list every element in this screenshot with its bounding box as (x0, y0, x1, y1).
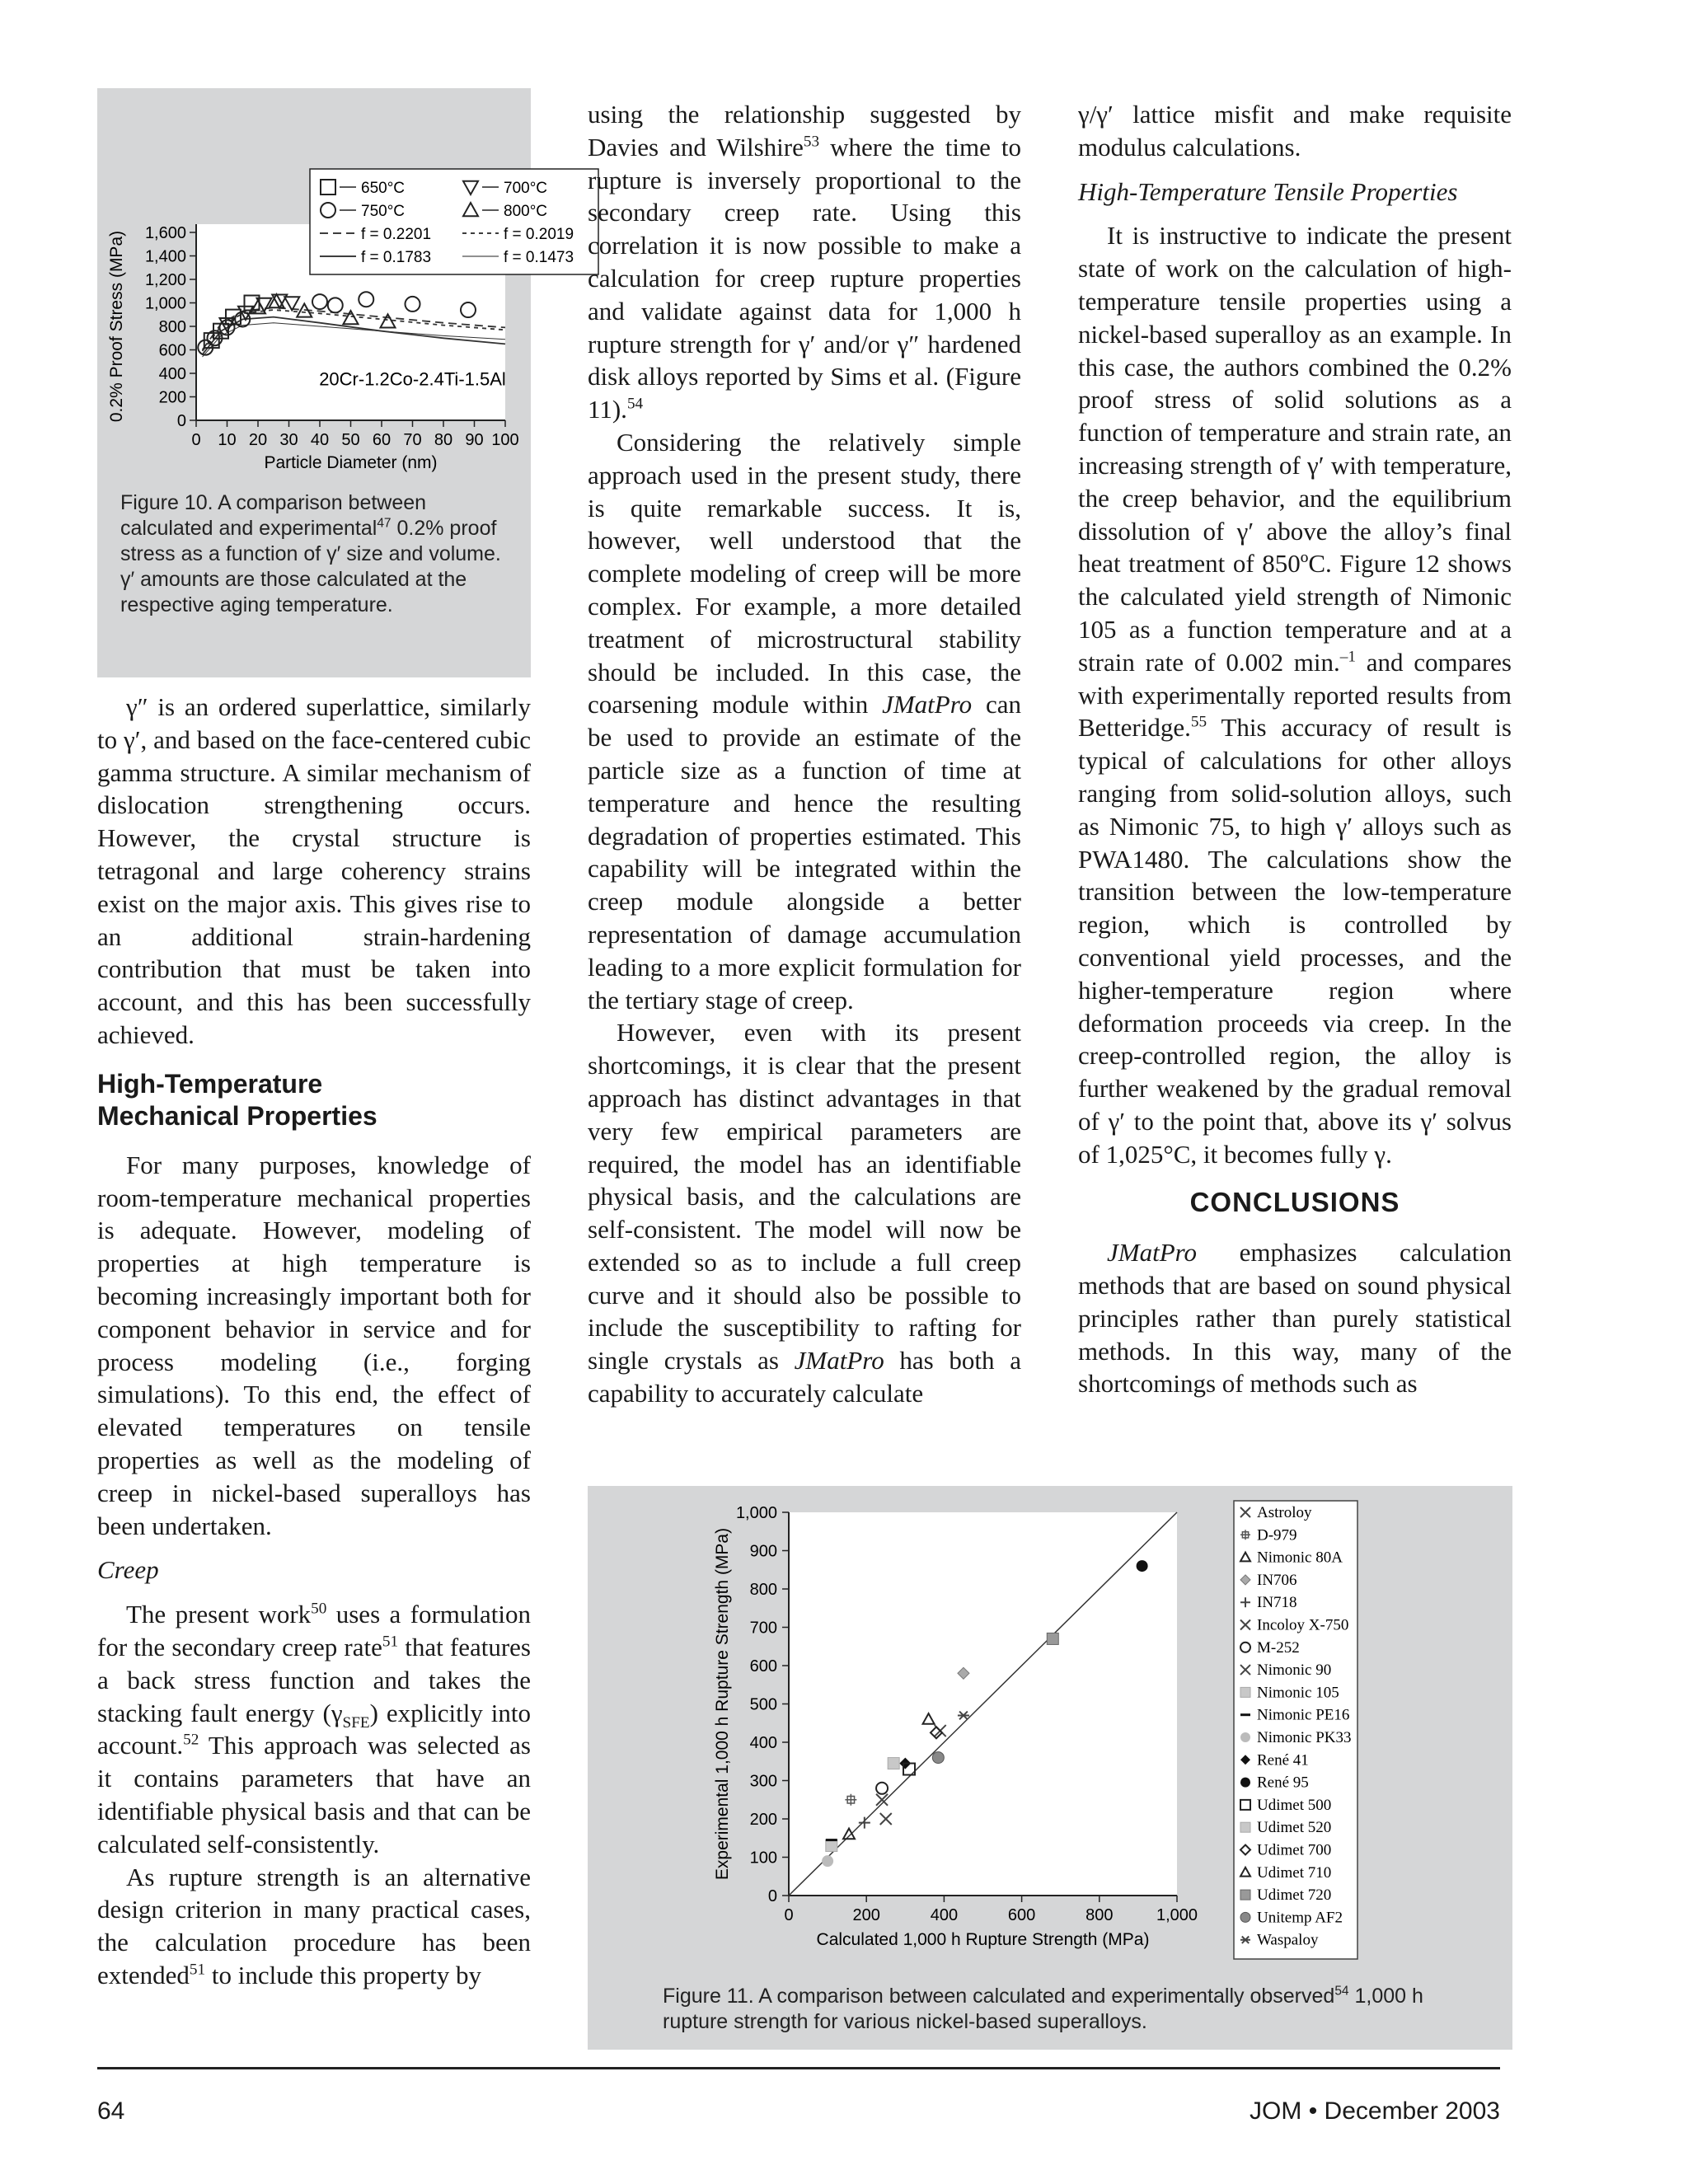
fig11-y-tick-label: 500 (749, 1695, 777, 1714)
fig10-legend-label: 800°C (504, 203, 548, 220)
fig10-x-tick-label: 0 (191, 431, 201, 449)
fig10-y-tick-label: 1,400 (144, 247, 186, 266)
fig10-x-tick-label: 60 (372, 431, 392, 449)
fig10-legend-label: 750°C (361, 203, 406, 220)
right-column (1078, 98, 1512, 1400)
fig11-legend-label: M-252 (1257, 1638, 1300, 1657)
fig11-point-udimet520 (888, 1758, 899, 1769)
fig10-x-tick-label: 20 (248, 431, 268, 449)
paragraph: As rupture strength is an alternative design criterion in many practical cases, the calculation procedure has been extended$^{51}$ to include this property by (97, 1862, 531, 1990)
fig11-legend-marker (1240, 1890, 1250, 1900)
paragraph: γ″ is an ordered superlattice, similarly to γ′, and based on the face-centered cubic gamma structure. A similar mechanism of dislocation strengthening occurs. However, the crystal structure is tetragonal and large coherency strains exist on the major axis. This gives rise to an additional strain-hardening contribution that must be taken into account, and this has been successfully achieved. (97, 692, 531, 1049)
fig11-point-nimonic105 (826, 1840, 837, 1852)
left-column (97, 691, 531, 1992)
fig11-point-d979 (845, 1794, 856, 1806)
fig11-y-tick-label: 700 (749, 1619, 777, 1638)
paragraph: The present work$^{50}$ uses a formulation for the secondary creep rate$^{51}$ that features a back stress function and takes the stacking fault energy $(\gamma_{SFE})$ explicitly into account.$^{52}$ This approach was selected as it contains parameters that have an identifiable physical basis and that can be calculated self-consistently. (97, 1600, 531, 1858)
fig10-x-tick-label: 100 (491, 431, 519, 449)
fig10-annotation: 20Cr-1.2Co-2.4Ti-1.5Al (319, 368, 506, 390)
fig10-legend-label: f = 0.1783 (361, 249, 432, 266)
fig11-y-tick-label: 100 (749, 1849, 777, 1868)
fig11-y-tick-label: 200 (749, 1811, 777, 1829)
section-heading-high-temp-mech: High-Temperature Mechanical Properties (97, 1068, 377, 1131)
fig11-point-ren95 (1137, 1560, 1148, 1572)
fig11-x-axis-label: Calculated 1,000 h Rupture Strength (MPa) (816, 1930, 1150, 1949)
fig11-legend-label: René 95 (1257, 1774, 1309, 1792)
fig10-y-tick-label: 1,000 (144, 294, 186, 313)
fig11-legend-label: Astroloy (1257, 1504, 1312, 1521)
fig11-y-tick-label: 400 (749, 1734, 777, 1752)
fig10-x-tick-label: 80 (434, 431, 453, 449)
fig11-legend-label: René 41 (1257, 1751, 1309, 1769)
footer-rule (97, 2067, 1500, 2069)
paragraph: It is instructive to indicate the present state of work on the calculation of high-temperature tensile properties using a nickel-based superalloy as an example. In this case, the authors combined the 0.2% proof stress of solid solutions as a function of temperature and strain rate, an increasing strength of γ′ with temperature, the creep behavior, and the equilibrium dissolution of γ′ above the alloy’s final heat treatment of 850ºC. Figure 12 shows the calculated yield strength of Nimonic 105 as a function temperature and at a strain rate of 0.002 min.$^{-1}$ and compares with experimentally reported results from Betteridge.$^{55}$ This accuracy of result is typical of calculations for other alloys ranging from solid-solution alloys, such as Nimonic 75, to high γ′ alloys such as PWA1480. The calculations show the transition between the low-temperature region, which is controlled by conventional yield processes, and the higher-temperature region where deformation proceeds via creep. In the creep-controlled region, the alloy is further weakened by the gradual removal of γ′ to the point that, above its γ′ solvus of 1,025°C, it becomes fully γ. (1078, 221, 1512, 1169)
fig10-y-tick-label: 400 (158, 365, 186, 383)
figure-11-chart (588, 1486, 1512, 1980)
fig10-legend-label: f = 0.2201 (361, 226, 432, 243)
fig11-y-tick-label: 600 (749, 1657, 777, 1675)
fig11-legend-label: Incoloy X-750 (1257, 1616, 1349, 1634)
fig10-y-tick-label: 200 (158, 388, 186, 407)
paragraph: JMatPro emphasizes calculation methods that are based on sound physical principles rather than purely statistical methods. In this way, many of the shortcomings of methods such as (1078, 1238, 1512, 1399)
fig11-y-tick-label: 300 (749, 1772, 777, 1791)
fig11-point-udimet720 (1047, 1633, 1058, 1644)
fig11-point-nimonicpk33 (822, 1855, 833, 1867)
fig11-legend-label: Udimet 710 (1257, 1863, 1332, 1882)
fig11-y-tick-label: 900 (749, 1542, 777, 1561)
fig10-y-tick-label: 1,600 (144, 224, 186, 242)
subheading-creep: Creep (97, 1555, 159, 1585)
fig10-x-tick-label: 30 (279, 431, 298, 449)
fig10-y-tick-label: 600 (158, 341, 186, 360)
fig11-legend-marker (1240, 1530, 1250, 1540)
fig10-y-tick-label: 1,200 (144, 271, 186, 289)
fig11-legend-label: Nimonic PK33 (1257, 1729, 1352, 1746)
fig10-y-tick-label: 0 (176, 412, 186, 430)
page-number: 64 (97, 2097, 125, 2125)
paragraph: using the relationship suggested by Davies and Wilshire$^{53}$ where the time to rupture is inversely proportional to the secondary creep rate. Using this correlation it is now possible to make a calculation for creep rupture properties and validate against data for 1,000 h rupture strength for γ′ and/or γ″ hardened disk alloys reported by Sims et al. (Figure 11).$^{54}$ (588, 100, 1021, 424)
fig11-x-tick-label: 600 (1007, 1906, 1036, 1924)
fig11-legend-label: Nimonic 105 (1257, 1684, 1339, 1702)
fig11-x-tick-label: 800 (1085, 1906, 1114, 1924)
figure-10-caption: Figure 10. A comparison between calculated and experimental$^{47}$ 0.2% proof stress as a function of γ′ size and volume. γ′ amounts are those calculated at the respective aging temperature. (120, 491, 501, 616)
fig11-legend-marker (1240, 1687, 1250, 1697)
fig10-legend-label: f = 0.2019 (504, 226, 574, 243)
fig10-x-tick-label: 40 (310, 431, 330, 449)
fig10-y-tick-label: 800 (158, 318, 186, 336)
figure-11-label: Figure 11. (663, 1985, 754, 2008)
fig10-y-axis-label: 0.2% Proof Stress (MPa) (107, 230, 126, 423)
fig11-legend-label: Udimet 700 (1257, 1841, 1332, 1859)
fig11-legend-marker (1240, 1778, 1250, 1788)
paragraph: However, even with its present shortcomings, it is clear that the present approach has distinct advantages in that very few empirical parameters are required, the model has an identifiable physical basis, and the calculations are self-consistent. The model will now be extended so as to include a full creep curve and it should also be possible to include the susceptibility to rafting for single crystals as JMatPro has both a capability to accurately calculate (588, 1018, 1021, 1408)
fig11-x-tick-label: 400 (930, 1906, 959, 1924)
fig10-x-tick-label: 90 (465, 431, 484, 449)
paragraph: For many purposes, knowledge of room-temperature mechanical properties is adequate. However, modeling of properties at high temperature is becoming increasingly important both for component behavior in service and for process modeling (i.e., forging simulations). To this end, the effect of elevated temperatures on tensile properties as well as the modeling of creep in nickel-based superalloys has been undertaken. (97, 1150, 531, 1540)
fig11-y-tick-label: 800 (749, 1581, 777, 1599)
fig11-legend-label: Nimonic PE16 (1257, 1706, 1350, 1724)
fig11-legend-marker (1240, 1732, 1250, 1742)
fig10-legend-label: 700°C (504, 180, 548, 197)
fig11-x-tick-label: 200 (852, 1906, 880, 1924)
fig11-y-tick-label: 1,000 (735, 1504, 777, 1522)
fig10-x-tick-label: 70 (403, 431, 422, 449)
fig11-legend-label: Waspaloy (1257, 1931, 1319, 1949)
fig11-y-axis-label: Experimental 1,000 h Rupture Strength (MPa) (713, 1527, 732, 1881)
fig11-legend-label: IN718 (1257, 1594, 1297, 1612)
fig11-x-tick-label: 1,000 (1156, 1906, 1198, 1924)
fig11-legend-label: Udimet 520 (1257, 1819, 1332, 1837)
figure-10-label: Figure 10. (120, 491, 213, 514)
fig10-x-tick-label: 50 (341, 431, 360, 449)
fig11-legend-label: Unitemp AF2 (1257, 1909, 1343, 1927)
fig11-legend-label: Nimonic 80A (1257, 1549, 1343, 1567)
fig10-x-tick-label: 10 (218, 431, 237, 449)
fig11-point-unitempaf2 (932, 1752, 944, 1764)
fig11-legend-marker (1240, 1912, 1250, 1922)
paragraph: γ/γ′ lattice misfit and make requisite modulus calculations. (1078, 100, 1512, 162)
figure-11-caption: Figure 11. A comparison between calculated and experimentally observed$^{54}$ 1,000 h rupture strength for various nickel-based superalloys. (663, 1984, 1423, 2033)
fig10-x-axis-label: Particle Diameter (nm) (264, 453, 438, 472)
journal-issue: JOM • December 2003 (1250, 2097, 1500, 2125)
figure-10-chart (97, 88, 574, 484)
subheading-tensile: High-Temperature Tensile Properties (1078, 176, 1458, 206)
fig11-x-tick-label: 0 (784, 1906, 794, 1924)
fig11-legend-marker (1240, 1822, 1250, 1832)
fig11-legend-label: Udimet 720 (1257, 1886, 1332, 1905)
fig11-legend-label: D-979 (1257, 1526, 1297, 1544)
fig11-legend-label: IN706 (1257, 1571, 1297, 1589)
fig10-legend-label: f = 0.1473 (504, 249, 574, 266)
fig11-legend-label: Nimonic 90 (1257, 1661, 1332, 1680)
fig11-y-tick-label: 0 (767, 1887, 777, 1905)
fig10-legend-label: 650°C (361, 180, 406, 197)
middle-column (588, 98, 1021, 1410)
fig11-legend-label: Udimet 500 (1257, 1796, 1332, 1814)
conclusions-heading: CONCLUSIONS (1189, 1186, 1400, 1217)
paragraph: Considering the relatively simple approach used in the present study, there is quite remarkable success. It is, however, well understood that the complete modeling of creep will be more complex. For example, a more detailed treatment of microstructural stability should be included. In this case, the coarsening module within JMatPro can be used to provide an estimate of the particle size as a function of time at temperature and hence the resulting degradation of properties estimated. This capability will be integrated within the creep module alongside a better representation of damage accumulation leading to a more explicit formulation for the tertiary stage of creep. (588, 427, 1021, 1015)
